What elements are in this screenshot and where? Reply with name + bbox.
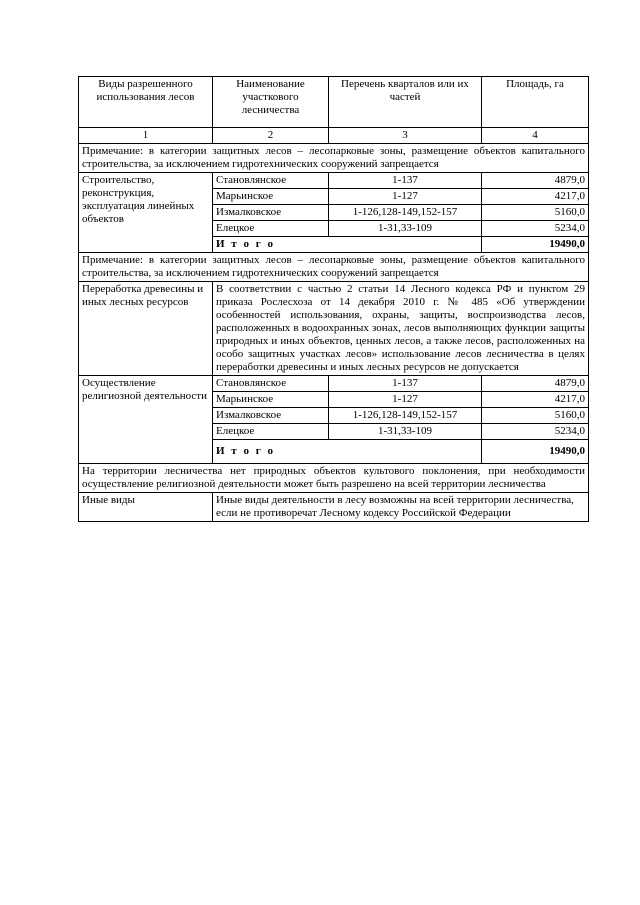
header-col1: Виды разрешенного использования лесов — [79, 77, 213, 128]
header-col2: Наименование участкового лесничества — [213, 77, 329, 128]
forestry-name: Становлянское — [213, 173, 329, 189]
note-1: Примечание: в категории защитных лесов – лесопарковые зоны, размещение объектов капитального строительства, за исключением гидротехнических сооружений запрещается — [79, 144, 589, 173]
header-col3: Перечень кварталов или их частей — [329, 77, 482, 128]
quarters: 1-126,128-149,152-157 — [329, 205, 482, 221]
forest-use-table — [78, 76, 589, 522]
total-label: И т о г о — [213, 237, 482, 253]
table-row — [79, 493, 589, 522]
table-row — [79, 173, 589, 189]
note-row — [79, 253, 589, 282]
column-number: 3 — [329, 128, 482, 144]
area: 4217,0 — [482, 189, 589, 205]
forestry-name: Марьинское — [213, 189, 329, 205]
column-number: 1 — [79, 128, 213, 144]
area: 4879,0 — [482, 173, 589, 189]
total-value: 19490,0 — [482, 440, 589, 464]
quarters: 1-137 — [329, 376, 482, 392]
table-row — [79, 282, 589, 376]
table-row — [79, 376, 589, 392]
note-row — [79, 464, 589, 493]
note-3: На территории лесничества нет природных объектов культового поклонения, при необходимости осуществление религиозной деятельности может быть разрешено на всей территории лесничества — [79, 464, 589, 493]
area: 5160,0 — [482, 205, 589, 221]
area: 4879,0 — [482, 376, 589, 392]
forestry-name: Измалковское — [213, 205, 329, 221]
total-value: 19490,0 — [482, 237, 589, 253]
note-row — [79, 144, 589, 173]
section-3-title: Осуществление религиозной деятельности — [79, 376, 213, 464]
header-row — [79, 77, 589, 128]
area: 5160,0 — [482, 408, 589, 424]
area: 5234,0 — [482, 221, 589, 237]
section-1-title: Строительство, реконструкция, эксплуатация линейных объектов — [79, 173, 213, 253]
note-2: Примечание: в категории защитных лесов – лесопарковые зоны, размещение объектов капитального строительства, за исключением гидротехнических сооружений запрещается — [79, 253, 589, 282]
section-2-title: Переработка древесины и иных лесных ресурсов — [79, 282, 213, 376]
area: 4217,0 — [482, 392, 589, 408]
forestry-name: Становлянское — [213, 376, 329, 392]
section-2-text: В соответствии с частью 2 статьи 14 Лесного кодекса РФ и пунктом 29 приказа Рослесхоза от 14 декабря 2010 г. № 485 «Об утверждении особенностей использования, охраны, защиты, воспроизводства лесов, расположенных в водоохранных зонах, лесов выполняющих функции защиты природных и иных объектов, ценных лесов, а также лесов, расположенных на особо защитных участках лесов» использование лесов лесничества в целях переработки древесины и иных лесных ресурсов не допускается — [213, 282, 589, 376]
forestry-name: Елецкое — [213, 221, 329, 237]
quarters: 1-127 — [329, 392, 482, 408]
area: 5234,0 — [482, 424, 589, 440]
forestry-name: Марьинское — [213, 392, 329, 408]
column-number: 2 — [213, 128, 329, 144]
forestry-name: Измалковское — [213, 408, 329, 424]
column-number: 4 — [482, 128, 589, 144]
quarters: 1-127 — [329, 189, 482, 205]
quarters: 1-137 — [329, 173, 482, 189]
section-4-title: Иные виды — [79, 493, 213, 522]
quarters: 1-126,128-149,152-157 — [329, 408, 482, 424]
quarters: 1-31,33-109 — [329, 424, 482, 440]
header-col4: Площадь, га — [482, 77, 589, 128]
total-label: И т о г о — [213, 440, 482, 464]
column-number-row — [79, 128, 589, 144]
quarters: 1-31,33-109 — [329, 221, 482, 237]
forestry-name: Елецкое — [213, 424, 329, 440]
section-4-text: Иные виды деятельности в лесу возможны на всей территории лесничества, если не противоречат Лесному кодексу Российской Федерации — [213, 493, 589, 522]
